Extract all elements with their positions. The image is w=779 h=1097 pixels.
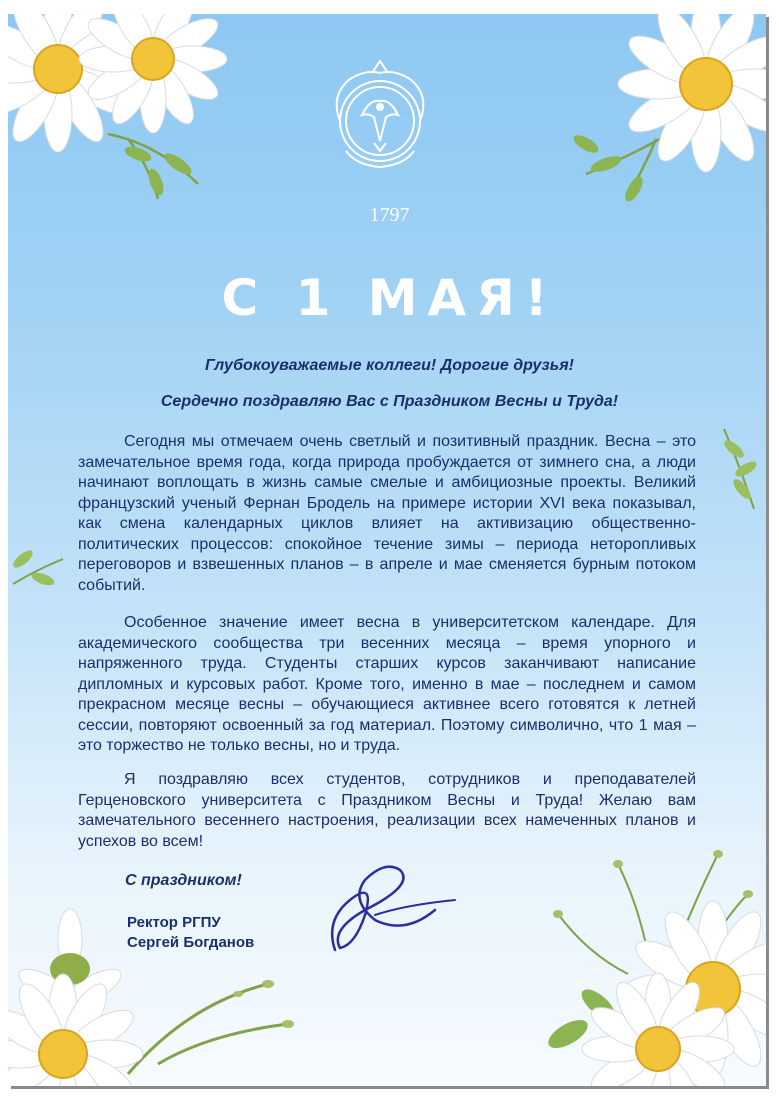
paragraph-1: Сегодня мы отмечаем очень светлый и позитивный праздник. Весна – это замечательное время года, когда природа пробуждается от зимнего сна, а люди начинают воплощать в жизнь самые смелые и амбициозные проекты. Великий французский ученый Фернан Бродель на примере истории XVI века показывал, как смена календарных циклов влияет на активизацию общественно-политических процессов: спокойное течение зимы – периода неторопливых переговоров и взвешенных планов – в апреле и мае сменяется бурным потоком событий. (78, 433, 696, 594)
chamomile-bottom-right-decoration (528, 834, 766, 1086)
founding-year: 1797 (369, 204, 410, 226)
leaf-sprig-left-decoration (8, 539, 68, 599)
page-title: С 1 МАЯ! (221, 269, 558, 327)
leaf-sprig-right-decoration (714, 424, 766, 514)
paragraph-3: Я поздравляю всех студентов, сотрудников и преподавателей Герценовского университета с Праздником Весны и Труда! Желаю вам замечательного весеннего настроения, реализации всех намеченных планов и успехов во всем! (78, 771, 696, 850)
chamomile-top-left-decoration (8, 14, 268, 214)
salutation-greeting: Глубокоуважаемые коллеги! Дорогие друзья! (205, 357, 574, 374)
signatory-name: Сергей Богданов (127, 934, 255, 951)
handwritten-signature (305, 860, 465, 955)
chamomile-top-right-decoration (556, 14, 766, 214)
paragraph-2: Особенное значение имеет весна в университетском календаре. Для академического сообщества три весенних месяца – время упорного и напряженного труда. Студенты старших курсов заканчивают написание дипломных и курсовых работ. Кроме того, именно в мае – последнем и самом прекрасном месяце весны – обучающиеся активнее всего готовятся к летней сессии, повторяют освоенный за год материал. Поэтому символично, что 1 мая – это торжество не только весны, но и труда. (78, 614, 696, 754)
closing-wish: С праздником! (125, 872, 242, 889)
salutation-congratulation: Сердечно поздравляю Вас с Праздником Весны и Труда! (160, 393, 619, 410)
signatory-position: Ректор РГПУ (127, 914, 221, 931)
university-emblem-icon (316, 55, 444, 183)
